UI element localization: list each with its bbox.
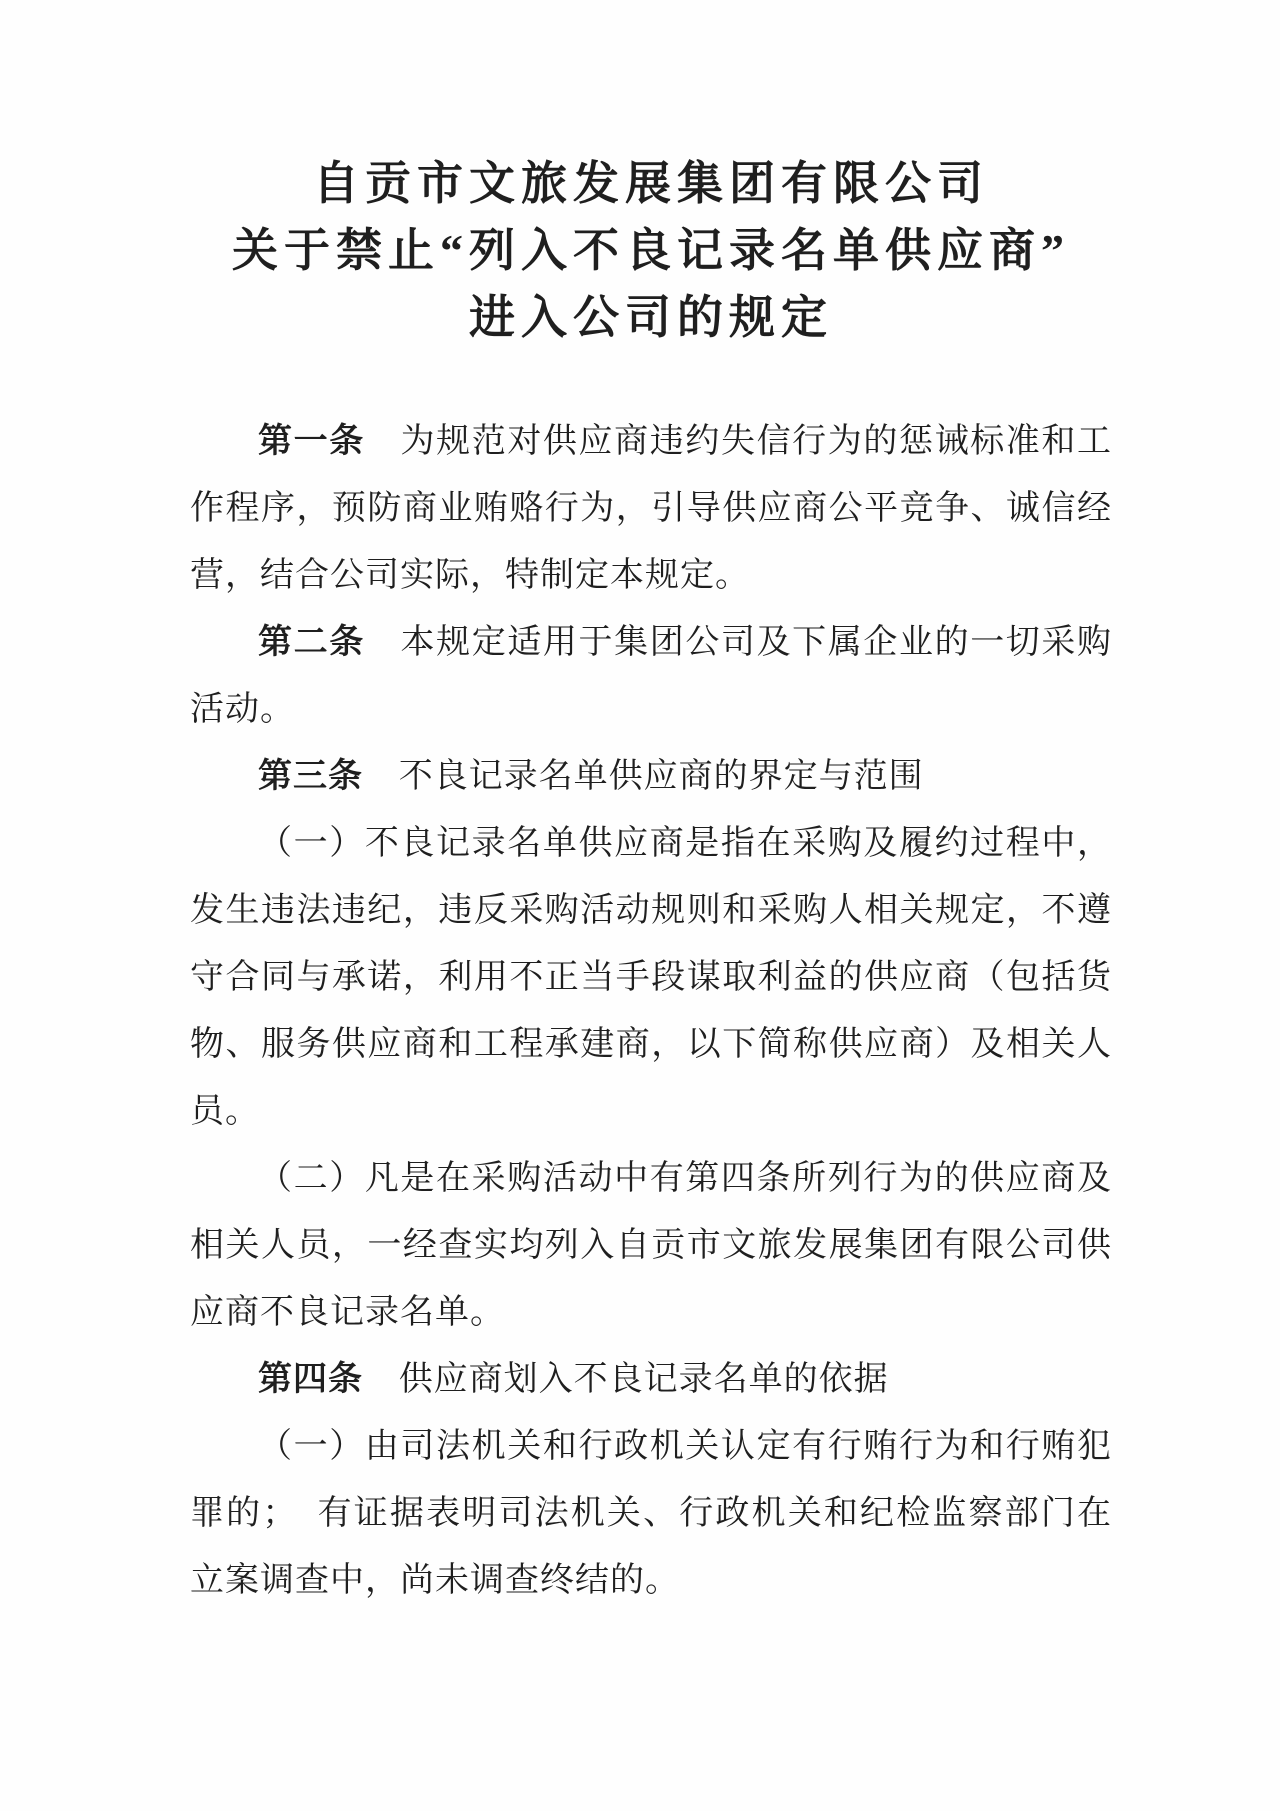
article-1-label: 第一条 [258, 422, 365, 460]
document-title [190, 150, 1112, 351]
article-2-label: 第二条 [258, 623, 365, 661]
paragraph-article-4 [190, 1346, 1112, 1413]
article-2-text: 本规定适用于集团公司及下属企业的一切采购活动。 [190, 624, 1113, 728]
paragraph-article-4-item-1 [190, 1413, 1112, 1614]
title-line-3: 进入公司的规定 [469, 292, 833, 343]
article-3-item-1-text: （一）不良记录名单供应商是指在采购及履约过程中，发生违法违纪，违反采购活动规则和采购人相关规定，不遵守合同与承诺，利用不正当手段谋取利益的供应商（包括货物、服务供应商和工程承建商，以下简称供应商）及相关人员。 [190, 825, 1112, 1130]
title-line-2: 关于禁止“列入不良记录名单供应商” [232, 225, 1070, 276]
article-4-label: 第四条 [258, 1360, 363, 1398]
article-3-text: 不良记录名单供应商的界定与范围 [398, 758, 924, 795]
article-3-label: 第三条 [258, 757, 363, 795]
paragraph-article-1 [190, 408, 1112, 609]
document-body [190, 408, 1112, 1614]
article-4-item-1-text: （一）由司法机关和行政机关认定有行贿行为和行贿犯罪的； 有证据表明司法机关、行政机关和纪检监察部门在立案调查中，尚未调查终结的。 [190, 1428, 1112, 1599]
paragraph-article-3 [190, 743, 1112, 810]
article-1-text: 为规范对供应商违约失信行为的惩诫标准和工作程序，预防商业贿赂行为，引导供应商公平竞争、诚信经营，结合公司实际，特制定本规定。 [190, 423, 1113, 594]
article-3-item-2-text: （二）凡是在采购活动中有第四条所列行为的供应商及相关人员，一经查实均列入自贡市文旅发展集团有限公司供应商不良记录名单。 [190, 1160, 1112, 1331]
paragraph-article-3-item-1 [190, 810, 1112, 1145]
paragraph-article-2 [190, 609, 1112, 743]
paragraph-article-3-item-2 [190, 1145, 1112, 1346]
article-4-text: 供应商划入不良记录名单的依据 [398, 1361, 889, 1398]
title-line-1: 自贡市文旅发展集团有限公司 [313, 158, 989, 209]
